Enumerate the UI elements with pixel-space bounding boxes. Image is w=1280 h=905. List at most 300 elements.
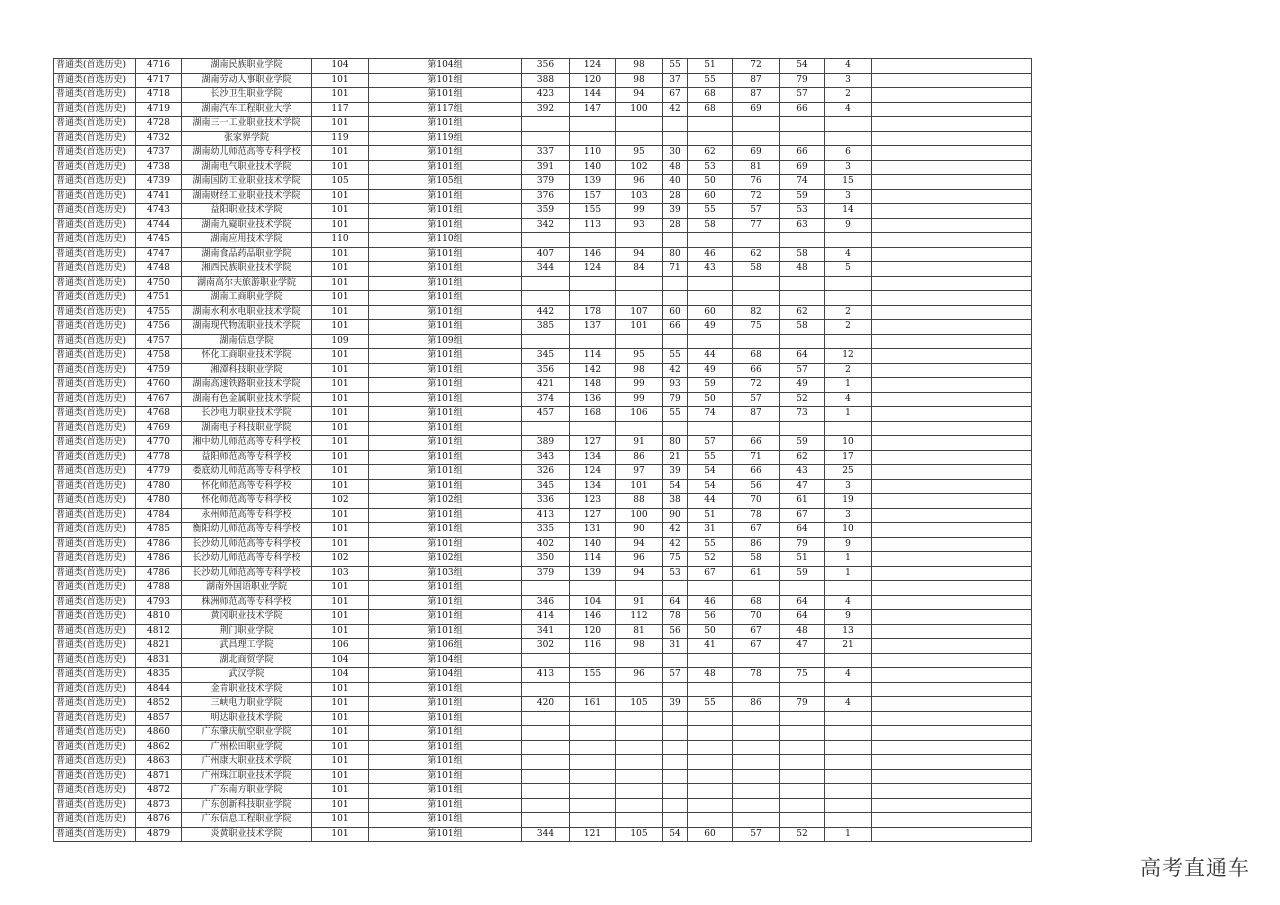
group-code-cell: 101	[312, 711, 369, 726]
group-code-cell: 101	[312, 189, 369, 204]
english-score-cell: 39	[663, 465, 688, 480]
english-score-cell	[663, 117, 688, 132]
category-cell: 普通类(首选历史)	[54, 131, 136, 146]
school-name-cell: 炎黄职业技术学院	[182, 827, 312, 842]
count-cell: 13	[825, 624, 872, 639]
count-cell: 3	[825, 160, 872, 175]
group-code-cell: 104	[312, 668, 369, 683]
math-score-cell: 98	[616, 59, 663, 74]
table-row	[54, 117, 1032, 132]
category-cell: 普通类(首选历史)	[54, 726, 136, 741]
history-score-cell	[688, 755, 733, 770]
english-score-cell	[663, 421, 688, 436]
math-score-cell	[616, 291, 663, 306]
empty-cell	[872, 624, 1032, 639]
empty-cell	[872, 523, 1032, 538]
total-score-cell: 345	[522, 479, 570, 494]
elective-1-cell	[733, 769, 780, 784]
count-cell: 21	[825, 639, 872, 654]
group-name-cell: 第101组	[369, 262, 522, 277]
count-cell: 4	[825, 595, 872, 610]
group-code-cell: 101	[312, 755, 369, 770]
english-score-cell	[663, 726, 688, 741]
count-cell: 4	[825, 59, 872, 74]
table-row	[54, 508, 1032, 523]
school-code-cell: 4873	[136, 798, 182, 813]
table-row	[54, 88, 1032, 103]
math-score-cell: 93	[616, 218, 663, 233]
chinese-score-cell: 124	[570, 59, 616, 74]
category-cell: 普通类(首选历史)	[54, 755, 136, 770]
elective-2-cell: 53	[780, 204, 825, 219]
history-score-cell: 55	[688, 204, 733, 219]
empty-cell	[872, 88, 1032, 103]
history-score-cell	[688, 334, 733, 349]
category-cell: 普通类(首选历史)	[54, 508, 136, 523]
history-score-cell	[688, 682, 733, 697]
total-score-cell: 402	[522, 537, 570, 552]
group-name-cell: 第101组	[369, 276, 522, 291]
elective-1-cell: 75	[733, 320, 780, 335]
english-score-cell: 55	[663, 407, 688, 422]
elective-2-cell	[780, 233, 825, 248]
math-score-cell: 96	[616, 175, 663, 190]
history-score-cell: 74	[688, 407, 733, 422]
chinese-score-cell: 148	[570, 378, 616, 393]
history-score-cell: 50	[688, 392, 733, 407]
elective-1-cell	[733, 581, 780, 596]
total-score-cell: 343	[522, 450, 570, 465]
group-code-cell: 101	[312, 595, 369, 610]
chinese-score-cell: 168	[570, 407, 616, 422]
group-name-cell: 第101组	[369, 305, 522, 320]
history-score-cell: 46	[688, 247, 733, 262]
category-cell: 普通类(首选历史)	[54, 450, 136, 465]
total-score-cell	[522, 682, 570, 697]
english-score-cell: 64	[663, 595, 688, 610]
count-cell: 9	[825, 537, 872, 552]
total-score-cell: 346	[522, 595, 570, 610]
school-code-cell: 4748	[136, 262, 182, 277]
count-cell	[825, 769, 872, 784]
empty-cell	[872, 262, 1032, 277]
category-cell: 普通类(首选历史)	[54, 204, 136, 219]
school-code-cell: 4835	[136, 668, 182, 683]
school-code-cell: 4738	[136, 160, 182, 175]
elective-2-cell: 63	[780, 218, 825, 233]
english-score-cell: 28	[663, 218, 688, 233]
school-code-cell: 4737	[136, 146, 182, 161]
group-code-cell: 101	[312, 146, 369, 161]
school-name-cell: 明达职业技术学院	[182, 711, 312, 726]
empty-cell	[872, 726, 1032, 741]
empty-cell	[872, 711, 1032, 726]
chinese-score-cell	[570, 726, 616, 741]
count-cell	[825, 276, 872, 291]
group-code-cell: 101	[312, 73, 369, 88]
elective-1-cell: 69	[733, 146, 780, 161]
group-name-cell: 第104组	[369, 59, 522, 74]
chinese-score-cell: 134	[570, 450, 616, 465]
total-score-cell: 302	[522, 639, 570, 654]
math-score-cell: 98	[616, 73, 663, 88]
count-cell	[825, 581, 872, 596]
elective-2-cell	[780, 653, 825, 668]
total-score-cell: 344	[522, 827, 570, 842]
total-score-cell: 345	[522, 349, 570, 364]
category-cell: 普通类(首选历史)	[54, 769, 136, 784]
total-score-cell	[522, 233, 570, 248]
school-code-cell: 4860	[136, 726, 182, 741]
group-name-cell: 第101组	[369, 740, 522, 755]
count-cell: 5	[825, 262, 872, 277]
english-score-cell: 53	[663, 566, 688, 581]
history-score-cell: 46	[688, 595, 733, 610]
history-score-cell	[688, 726, 733, 741]
empty-cell	[872, 740, 1032, 755]
math-score-cell	[616, 421, 663, 436]
english-score-cell: 57	[663, 668, 688, 683]
empty-cell	[872, 146, 1032, 161]
table-row	[54, 320, 1032, 335]
elective-1-cell	[733, 421, 780, 436]
empty-cell	[872, 291, 1032, 306]
school-name-cell: 湘潭科技职业学院	[182, 363, 312, 378]
group-name-cell: 第101组	[369, 160, 522, 175]
elective-2-cell: 79	[780, 73, 825, 88]
school-name-cell: 湖南国防工业职业技术学院	[182, 175, 312, 190]
elective-1-cell: 72	[733, 378, 780, 393]
category-cell: 普通类(首选历史)	[54, 218, 136, 233]
group-name-cell: 第101组	[369, 711, 522, 726]
table-row	[54, 595, 1032, 610]
group-code-cell: 101	[312, 537, 369, 552]
total-score-cell: 379	[522, 566, 570, 581]
school-name-cell: 广东肇庆航空职业学院	[182, 726, 312, 741]
empty-cell	[872, 653, 1032, 668]
math-score-cell: 91	[616, 595, 663, 610]
table-row	[54, 668, 1032, 683]
math-score-cell	[616, 755, 663, 770]
table-row	[54, 740, 1032, 755]
history-score-cell: 60	[688, 305, 733, 320]
chinese-score-cell	[570, 653, 616, 668]
group-code-cell: 101	[312, 682, 369, 697]
history-score-cell: 52	[688, 552, 733, 567]
english-score-cell	[663, 291, 688, 306]
school-name-cell: 广州珠江职业技术学院	[182, 769, 312, 784]
history-score-cell	[688, 653, 733, 668]
math-score-cell: 105	[616, 697, 663, 712]
school-code-cell: 4876	[136, 813, 182, 828]
chinese-score-cell	[570, 784, 616, 799]
total-score-cell	[522, 740, 570, 755]
empty-cell	[872, 697, 1032, 712]
elective-2-cell: 73	[780, 407, 825, 422]
count-cell: 3	[825, 73, 872, 88]
empty-cell	[872, 102, 1032, 117]
chinese-score-cell	[570, 682, 616, 697]
chinese-score-cell: 124	[570, 465, 616, 480]
count-cell: 1	[825, 827, 872, 842]
group-code-cell: 109	[312, 334, 369, 349]
history-score-cell: 68	[688, 88, 733, 103]
history-score-cell: 60	[688, 827, 733, 842]
empty-cell	[872, 465, 1032, 480]
empty-cell	[872, 784, 1032, 799]
total-score-cell: 337	[522, 146, 570, 161]
total-score-cell	[522, 813, 570, 828]
school-name-cell: 湘西民族职业技术学院	[182, 262, 312, 277]
elective-1-cell	[733, 682, 780, 697]
english-score-cell: 30	[663, 146, 688, 161]
math-score-cell: 101	[616, 479, 663, 494]
elective-2-cell: 64	[780, 610, 825, 625]
school-name-cell: 湖南高速铁路职业技术学院	[182, 378, 312, 393]
total-score-cell	[522, 117, 570, 132]
history-score-cell	[688, 769, 733, 784]
empty-cell	[872, 610, 1032, 625]
school-name-cell: 湖南高尔夫旅游职业学院	[182, 276, 312, 291]
total-score-cell: 385	[522, 320, 570, 335]
group-name-cell: 第101组	[369, 595, 522, 610]
count-cell	[825, 813, 872, 828]
count-cell	[825, 682, 872, 697]
elective-2-cell: 57	[780, 88, 825, 103]
category-cell: 普通类(首选历史)	[54, 334, 136, 349]
history-score-cell: 49	[688, 363, 733, 378]
elective-2-cell: 79	[780, 697, 825, 712]
elective-2-cell	[780, 726, 825, 741]
elective-2-cell	[780, 421, 825, 436]
english-score-cell	[663, 784, 688, 799]
empty-cell	[872, 334, 1032, 349]
total-score-cell: 407	[522, 247, 570, 262]
table-row	[54, 450, 1032, 465]
count-cell: 25	[825, 465, 872, 480]
chinese-score-cell	[570, 276, 616, 291]
math-score-cell	[616, 581, 663, 596]
school-code-cell: 4812	[136, 624, 182, 639]
elective-2-cell: 61	[780, 494, 825, 509]
group-name-cell: 第119组	[369, 131, 522, 146]
english-score-cell: 90	[663, 508, 688, 523]
chinese-score-cell: 140	[570, 160, 616, 175]
school-code-cell: 4755	[136, 305, 182, 320]
elective-2-cell: 48	[780, 624, 825, 639]
total-score-cell: 423	[522, 88, 570, 103]
total-score-cell: 374	[522, 392, 570, 407]
math-score-cell	[616, 711, 663, 726]
table-row	[54, 653, 1032, 668]
school-code-cell: 4741	[136, 189, 182, 204]
elective-2-cell: 43	[780, 465, 825, 480]
math-score-cell: 95	[616, 349, 663, 364]
empty-cell	[872, 595, 1032, 610]
math-score-cell	[616, 784, 663, 799]
count-cell: 10	[825, 436, 872, 451]
group-name-cell: 第101组	[369, 798, 522, 813]
empty-cell	[872, 73, 1032, 88]
table-row	[54, 218, 1032, 233]
math-score-cell: 102	[616, 160, 663, 175]
math-score-cell	[616, 726, 663, 741]
group-name-cell: 第101组	[369, 755, 522, 770]
history-score-cell	[688, 291, 733, 306]
history-score-cell	[688, 131, 733, 146]
category-cell: 普通类(首选历史)	[54, 88, 136, 103]
school-code-cell: 4770	[136, 436, 182, 451]
elective-2-cell: 47	[780, 639, 825, 654]
history-score-cell: 54	[688, 465, 733, 480]
school-code-cell: 4728	[136, 117, 182, 132]
total-score-cell: 350	[522, 552, 570, 567]
english-score-cell	[663, 711, 688, 726]
math-score-cell: 99	[616, 392, 663, 407]
count-cell: 17	[825, 450, 872, 465]
elective-1-cell: 68	[733, 349, 780, 364]
count-cell	[825, 421, 872, 436]
empty-cell	[872, 421, 1032, 436]
elective-1-cell: 87	[733, 407, 780, 422]
total-score-cell: 457	[522, 407, 570, 422]
elective-1-cell: 72	[733, 189, 780, 204]
group-name-cell: 第106组	[369, 639, 522, 654]
history-score-cell: 68	[688, 102, 733, 117]
empty-cell	[872, 450, 1032, 465]
school-code-cell: 4717	[136, 73, 182, 88]
math-score-cell	[616, 117, 663, 132]
group-name-cell: 第101组	[369, 378, 522, 393]
group-code-cell: 102	[312, 494, 369, 509]
english-score-cell	[663, 581, 688, 596]
elective-1-cell: 57	[733, 827, 780, 842]
count-cell: 2	[825, 363, 872, 378]
chinese-score-cell: 147	[570, 102, 616, 117]
group-code-cell: 101	[312, 581, 369, 596]
chinese-score-cell	[570, 581, 616, 596]
school-code-cell: 4786	[136, 552, 182, 567]
school-code-cell: 4810	[136, 610, 182, 625]
english-score-cell: 42	[663, 102, 688, 117]
chinese-score-cell: 142	[570, 363, 616, 378]
group-code-cell: 101	[312, 407, 369, 422]
chinese-score-cell: 144	[570, 88, 616, 103]
chinese-score-cell	[570, 291, 616, 306]
group-code-cell: 101	[312, 247, 369, 262]
group-code-cell: 101	[312, 204, 369, 219]
group-name-cell: 第102组	[369, 552, 522, 567]
history-score-cell: 55	[688, 537, 733, 552]
elective-2-cell: 52	[780, 827, 825, 842]
school-name-cell: 金肯职业技术学院	[182, 682, 312, 697]
chinese-score-cell: 127	[570, 436, 616, 451]
count-cell: 10	[825, 523, 872, 538]
total-score-cell: 356	[522, 59, 570, 74]
elective-1-cell: 66	[733, 363, 780, 378]
category-cell: 普通类(首选历史)	[54, 102, 136, 117]
count-cell	[825, 291, 872, 306]
chinese-score-cell: 139	[570, 175, 616, 190]
category-cell: 普通类(首选历史)	[54, 537, 136, 552]
english-score-cell: 42	[663, 363, 688, 378]
history-score-cell: 56	[688, 610, 733, 625]
math-score-cell: 98	[616, 363, 663, 378]
school-code-cell: 4863	[136, 755, 182, 770]
elective-2-cell: 54	[780, 59, 825, 74]
total-score-cell	[522, 755, 570, 770]
elective-1-cell: 78	[733, 508, 780, 523]
total-score-cell: 389	[522, 436, 570, 451]
count-cell	[825, 117, 872, 132]
elective-1-cell	[733, 798, 780, 813]
english-score-cell: 79	[663, 392, 688, 407]
count-cell: 1	[825, 566, 872, 581]
group-code-cell: 101	[312, 262, 369, 277]
school-code-cell: 4879	[136, 827, 182, 842]
empty-cell	[872, 639, 1032, 654]
table-row	[54, 639, 1032, 654]
school-name-cell: 广东信息工程职业学院	[182, 813, 312, 828]
elective-1-cell: 78	[733, 668, 780, 683]
school-name-cell: 湖南应用技术学院	[182, 233, 312, 248]
count-cell: 1	[825, 378, 872, 393]
total-score-cell	[522, 784, 570, 799]
school-code-cell: 4745	[136, 233, 182, 248]
group-name-cell: 第101组	[369, 218, 522, 233]
table-row	[54, 755, 1032, 770]
category-cell: 普通类(首选历史)	[54, 595, 136, 610]
school-name-cell: 湖南水利水电职业技术学院	[182, 305, 312, 320]
group-name-cell: 第104组	[369, 653, 522, 668]
math-score-cell: 99	[616, 204, 663, 219]
table-row	[54, 784, 1032, 799]
group-name-cell: 第101组	[369, 813, 522, 828]
total-score-cell	[522, 769, 570, 784]
group-code-cell: 102	[312, 552, 369, 567]
category-cell: 普通类(首选历史)	[54, 682, 136, 697]
english-score-cell	[663, 755, 688, 770]
total-score-cell: 414	[522, 610, 570, 625]
group-name-cell: 第101组	[369, 421, 522, 436]
total-score-cell: 376	[522, 189, 570, 204]
group-code-cell: 101	[312, 378, 369, 393]
empty-cell	[872, 494, 1032, 509]
elective-1-cell	[733, 653, 780, 668]
elective-2-cell: 59	[780, 189, 825, 204]
history-score-cell: 58	[688, 218, 733, 233]
table-row	[54, 276, 1032, 291]
group-code-cell: 101	[312, 624, 369, 639]
group-code-cell: 106	[312, 639, 369, 654]
empty-cell	[872, 436, 1032, 451]
elective-2-cell: 59	[780, 436, 825, 451]
group-code-cell: 104	[312, 653, 369, 668]
table-row	[54, 827, 1032, 842]
elective-1-cell: 58	[733, 262, 780, 277]
elective-2-cell: 66	[780, 146, 825, 161]
category-cell: 普通类(首选历史)	[54, 624, 136, 639]
school-code-cell: 4857	[136, 711, 182, 726]
history-score-cell: 55	[688, 697, 733, 712]
elective-1-cell: 58	[733, 552, 780, 567]
category-cell: 普通类(首选历史)	[54, 247, 136, 262]
empty-cell	[872, 479, 1032, 494]
group-code-cell: 101	[312, 450, 369, 465]
total-score-cell: 359	[522, 204, 570, 219]
empty-cell	[872, 218, 1032, 233]
group-code-cell: 101	[312, 726, 369, 741]
